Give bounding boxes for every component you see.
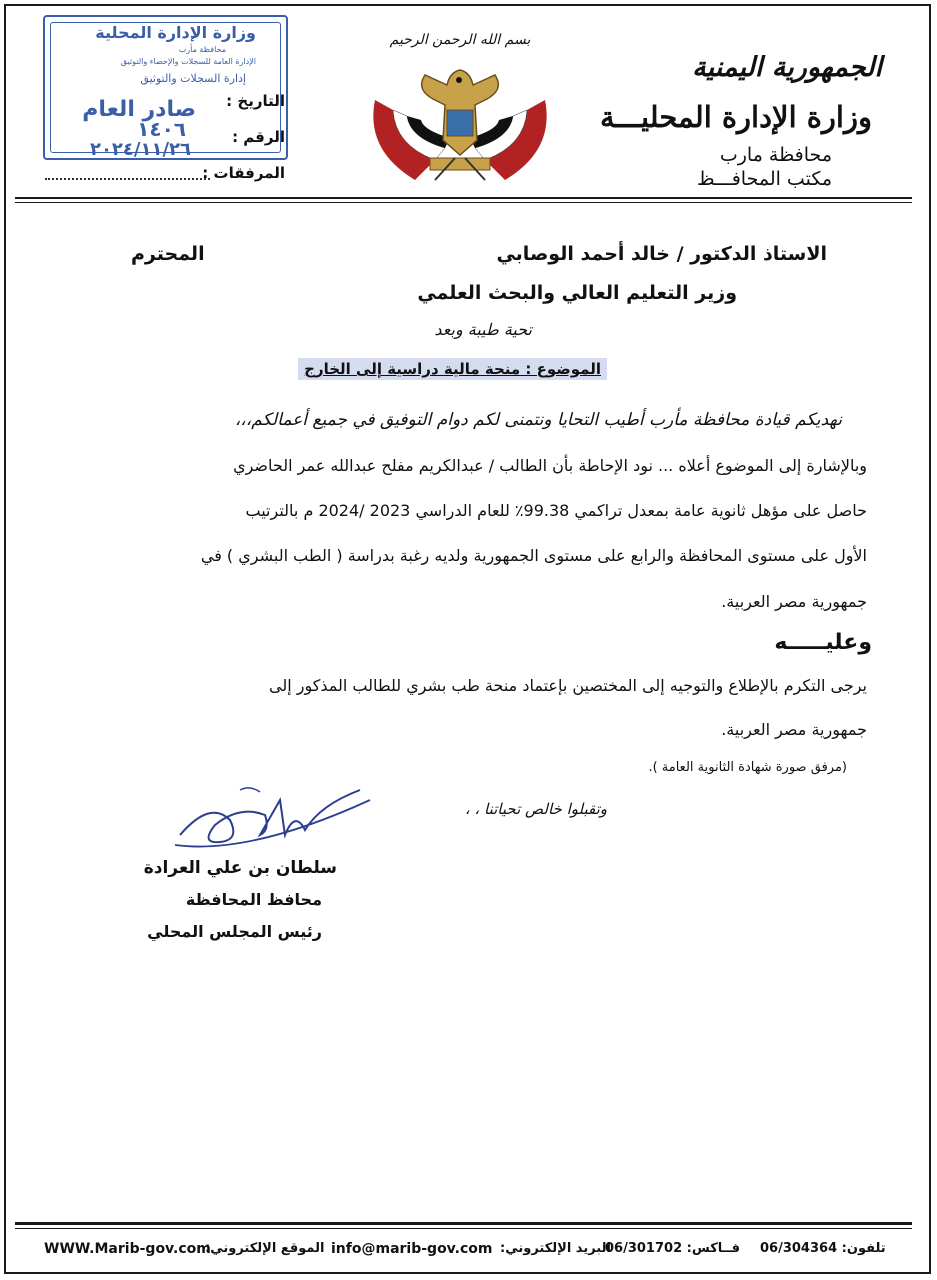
footer-website-label: الموقع الإلكتروني: <box>205 1241 325 1256</box>
attachments-dotline <box>45 178 210 180</box>
stamp-ministry: وزارة الإدارة المحلية <box>95 23 256 42</box>
signature-icon <box>170 780 380 860</box>
stamp-governorate: محافظة مأرب <box>178 45 226 54</box>
republic-title: الجمهورية اليمنية <box>692 52 882 83</box>
signatory-title-governor: محافظ المحافظة <box>185 890 322 909</box>
signatory-name: سلطان بن علي العرادة <box>143 858 337 878</box>
request-line-2: جمهورية مصر العربية. <box>721 720 867 739</box>
footer-fax: فــاكس: 06/301702 <box>605 1241 741 1256</box>
basmala: بسم الله الرحمن الرحيم <box>389 32 531 48</box>
ministry-title: وزارة الإدارة المحليـــة <box>600 100 872 134</box>
subject-line: الموضوع : منحة مالية دراسية إلى الخارج <box>298 358 607 380</box>
respected-label: المحترم <box>131 243 205 265</box>
request-line-1: يرجى التكرم بالإطلاع والتوجيه إلى المختصين بإعتماد منحة طب بشري للطالب المذكور إلى <box>268 676 867 695</box>
reference-label: الرقم : <box>232 128 285 146</box>
greeting: تحية طيبة وبعد <box>434 320 532 339</box>
governorate-name: محافظة مارب <box>719 144 832 166</box>
header-divider <box>15 197 912 199</box>
office-name: مكتب المحافـــظ <box>696 168 832 190</box>
eagle-emblem-icon <box>355 30 565 190</box>
body-line-1: وبالإشارة إلى الموضوع أعلاه ... نود الإحاطة بأن الطالب / عبدالكريم مفلح عبدالله عمر الحاضري <box>233 456 867 475</box>
footer-contacts <box>20 1239 915 1263</box>
body-line-3: الأول على مستوى المحافظة والرابع على مستوى الجمهورية ولديه رغبة بدراسة ( الطب البشري ) في <box>200 546 867 565</box>
body-line-2: حاصل على مؤهل ثانوية عامة بمعدل تراكمي 99.38٪ للعام الدراسي 2023 /2024 م بالترتيب <box>245 501 867 520</box>
footer-divider <box>15 1222 912 1225</box>
stamp-section: إدارة السجلات والتوثيق <box>140 72 246 85</box>
footer-website[interactable]: WWW.Marib-gov.com <box>44 1241 211 1257</box>
date-label: التاريخ : <box>226 92 285 110</box>
stamp-date: ٢٠٢٤/١١/٢٦ <box>89 139 191 160</box>
stamp-department: الإدارة العامة للسجلات والإحصاء والتوثيق <box>120 57 256 66</box>
minister-title: وزير التعليم العالي والبحث العلمي <box>417 282 737 304</box>
header-divider-thin <box>15 202 912 203</box>
footer-divider-thin <box>15 1228 912 1229</box>
attachment-note: (مرفق صورة شهادة الثانوية العامة ). <box>648 760 847 775</box>
stamp-number: ١٤٠٦ <box>137 117 186 141</box>
opening-line: نهديكم قيادة محافظة مأرب أطيب التحايا ونتمنى لكم دوام التوفيق في جميع أعمالكم،،، <box>234 410 842 430</box>
hence-heading: وعليـــــه <box>774 630 872 655</box>
closing-line: وتقبلوا خالص تحياتنا ، ، <box>464 800 607 818</box>
attachments-label: المرفقات : <box>202 164 285 182</box>
stamp-outgoing: صادر العام <box>82 97 196 122</box>
footer-email-label: البريد الإلكتروني: <box>500 1241 611 1256</box>
footer-email[interactable]: info@marib-gov.com <box>331 1241 493 1257</box>
footer-phone: تلفون: 06/304364 <box>760 1241 886 1256</box>
signatory-title-council: رئيس المجلس المحلي <box>147 922 322 941</box>
addressee: الاستاذ الدكتور / خالد أحمد الوصابي <box>496 243 827 265</box>
body-line-4: جمهورية مصر العربية. <box>721 592 867 611</box>
